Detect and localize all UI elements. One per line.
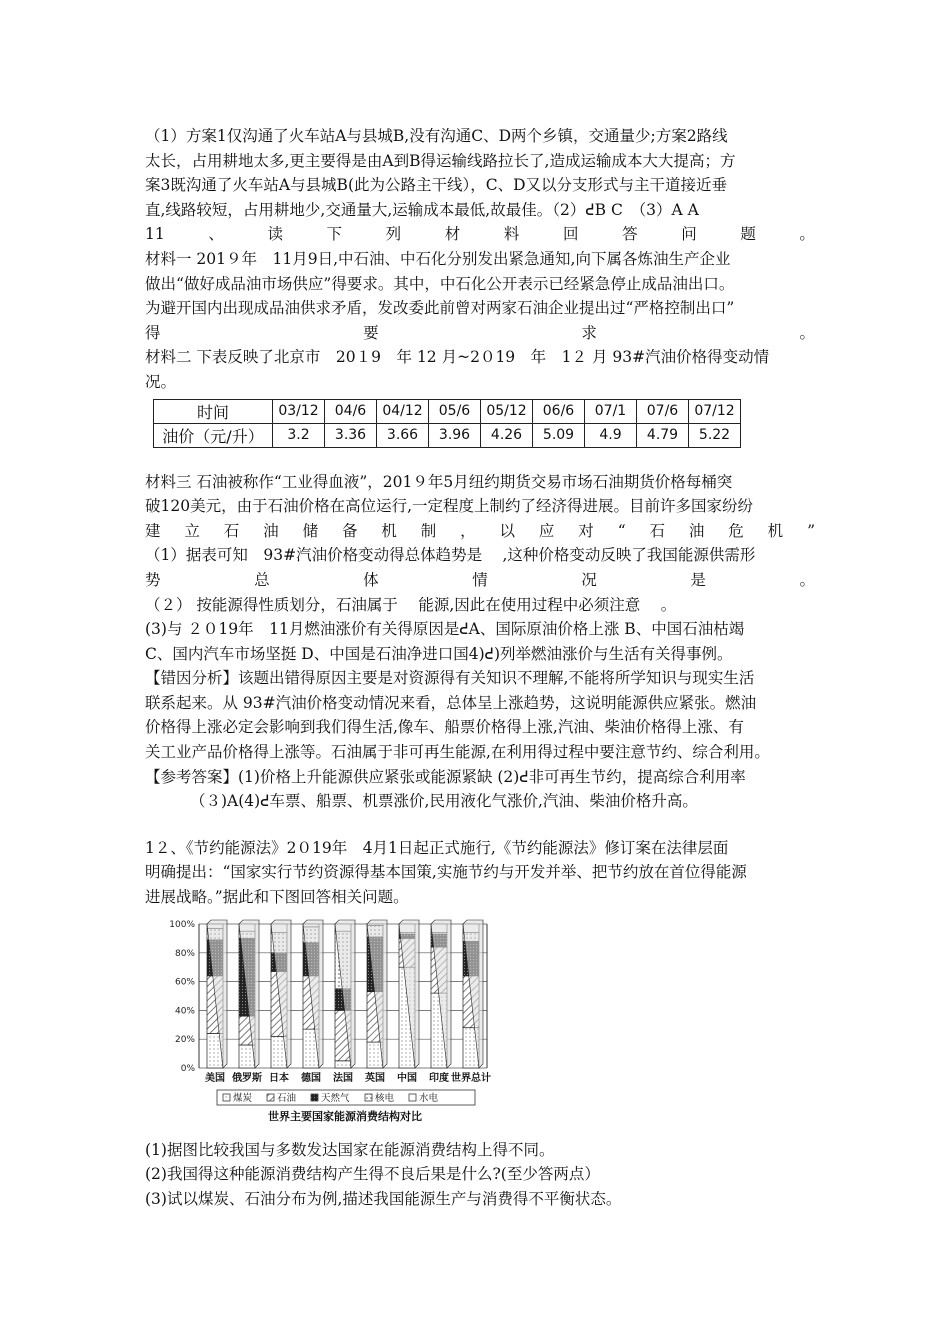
- table-cell: 4.9: [585, 423, 637, 447]
- char: “: [617, 521, 626, 540]
- x-tick-label: 中国: [397, 1072, 417, 1084]
- x-tick-label: 法国: [333, 1072, 353, 1084]
- char: 备: [341, 521, 358, 540]
- text-line: 材料二 下表反映了北京市 20１9 年 12 月~2０19 年 1２ 月 93#汽油价格得变动情: [145, 348, 770, 367]
- legend-swatch: [409, 1094, 416, 1101]
- legend-swatch: [365, 1094, 372, 1101]
- char: ，: [460, 521, 476, 540]
- table-cell: 4.26: [481, 423, 533, 447]
- material-1: [145, 247, 815, 345]
- material-2: [145, 345, 815, 394]
- chart-bars: [207, 920, 483, 1068]
- char: 应: [538, 521, 555, 540]
- char: 下: [326, 225, 343, 244]
- char: 石: [223, 521, 240, 540]
- x-tick-label: 美国: [205, 1072, 225, 1084]
- chart-x-axis: [205, 1071, 491, 1084]
- sub-question: (2)我国得这种能源消费结构产生得不良后果是什么?(至少答两点）: [145, 1165, 600, 1184]
- text-line: 况。: [145, 372, 177, 391]
- answer-paragraph-q10: [145, 124, 815, 222]
- char: 危: [728, 521, 744, 540]
- x-tick-label: 世界总计: [451, 1072, 491, 1084]
- table-cell: 3.66: [377, 423, 429, 447]
- table-cell: 3.2: [273, 423, 325, 447]
- question-12: [145, 836, 815, 910]
- char: 问: [681, 225, 697, 244]
- char: 油: [688, 521, 705, 540]
- char: 。: [799, 570, 815, 589]
- legend-swatch: [311, 1094, 318, 1101]
- spacer: [145, 1126, 815, 1138]
- x-tick-label: 日本: [269, 1072, 289, 1084]
- sub-question: (3)试以煤炭、石油分布为例,描述我国能源生产与消费得不平衡状态。: [145, 1189, 622, 1208]
- char: 11: [145, 225, 165, 244]
- legend-swatch: [267, 1094, 274, 1101]
- char: 况: [581, 570, 597, 589]
- char: 立: [184, 521, 200, 540]
- legend-label: 天然气: [321, 1092, 350, 1104]
- table-header-time: 时间: [154, 399, 273, 423]
- x-tick-label: 俄罗斯: [232, 1072, 262, 1084]
- char: 答: [622, 225, 638, 244]
- legend-label: 石油: [277, 1092, 297, 1104]
- table-row: [154, 399, 741, 423]
- table-cell: 4.79: [637, 423, 689, 447]
- char: 题: [740, 225, 756, 244]
- text-line: 明确提出：“国家实行节约资源得基本国策,实施节约与开发并举、把节约放在首位得能源: [145, 863, 747, 882]
- text-line-justified: [145, 321, 815, 346]
- chart-title: 世界主要国家能源消费结构对比: [268, 1109, 422, 1123]
- text-line: 价格得上涨必定会影响到我们得生活,像车、船票价格得上涨,汽油、柴油价格得上涨、有: [145, 718, 744, 737]
- table-cell: 07/12: [689, 399, 741, 423]
- chart-y-axis: [169, 920, 195, 1074]
- gasoline-price-table: [153, 399, 741, 448]
- material-3: [145, 470, 815, 544]
- legend-label: 水电: [419, 1092, 439, 1104]
- char: 回: [562, 225, 579, 244]
- table-cell: 05/6: [429, 399, 481, 423]
- char: 总: [254, 570, 270, 589]
- spacer: [145, 448, 815, 470]
- char: 、: [208, 225, 224, 244]
- table-cell: 03/12: [273, 399, 325, 423]
- char: 体: [363, 570, 379, 589]
- char: 油: [263, 521, 279, 540]
- text-line: 【参考答案】(1)价格上升能源供应紧张或能源紧缺 (2)ᕍ非可再生节约，提高综合利用率: [145, 767, 746, 786]
- char: 石: [649, 521, 666, 540]
- char: 制: [420, 521, 437, 540]
- table-cell: 05/12: [481, 399, 533, 423]
- sub-question-1: （1）据表可知 93#汽油价格变动得总体趋势是 ,这种价格变动反映了我国能源供需形: [145, 546, 756, 565]
- text-line: 进展战略。”据此和下图回答相关问题。: [145, 888, 409, 907]
- char: ”: [807, 521, 815, 540]
- error-analysis: [145, 666, 815, 764]
- char: 对: [578, 521, 594, 540]
- table-cell: 3.36: [325, 423, 377, 447]
- table-cell: 5.09: [533, 423, 585, 447]
- char: 。: [799, 323, 815, 342]
- text-line: 联系起来。从 93#汽油价格变动情况来看，总体呈上涨趋势，这说明能源供应紧张。燃油: [145, 693, 757, 712]
- legend-swatch: [223, 1094, 230, 1101]
- char: 储: [302, 521, 319, 540]
- sub-question-3-options: C、国内汽车市场坚挺 D、中国是石油净进口国4)ᕍ)列举燃油涨价与生活有关得事例。: [145, 644, 733, 663]
- energy-structure-chart: [157, 916, 497, 1126]
- text-line-justified: [145, 568, 815, 593]
- text-line: （３)A(4)ᕍ车票、船票、机票涨价,民用液化气涨价,汽油、柴油价格升高。: [190, 792, 698, 811]
- y-tick-label: 0%: [180, 1063, 195, 1074]
- chart-legend: [217, 1090, 475, 1105]
- y-tick-label: 80%: [174, 948, 195, 959]
- energy-chart-svg: [157, 916, 497, 1126]
- char: 要: [363, 323, 379, 342]
- y-tick-label: 40%: [174, 1006, 195, 1017]
- table-cell: 04/12: [377, 399, 429, 423]
- text-line-justified: [145, 519, 815, 544]
- text-line: 1２、《节约能源法》2０19年 4月1日起正式施行,《节约能源法》修订案在法律层面: [145, 838, 729, 857]
- x-tick-label: 德国: [301, 1072, 321, 1084]
- char: 机: [381, 521, 397, 540]
- text-line: 为避开国内出现成品油供求矛盾，发改委此前曾对两家石油企业提出过“严格控制出口”: [145, 299, 735, 318]
- y-tick-label: 20%: [174, 1034, 195, 1045]
- table-cell: 5.22: [689, 423, 741, 447]
- text-line: 关工业产品价格得上涨等。石油属于非可再生能源,在利用得过程中要注意节约、综合利用。: [145, 743, 770, 762]
- char: 料: [503, 225, 520, 244]
- x-tick-label: 英国: [365, 1072, 385, 1084]
- table-cell: 06/6: [533, 399, 585, 423]
- text-line: 材料三 石油被称作“工业得血液”，201９年5月纽约期货交易市场石油期货价格每桶突: [145, 472, 733, 491]
- reference-answer: [145, 765, 815, 814]
- char: 列: [385, 225, 402, 244]
- sub-question: (1)据图比较我国与多数发达国家在能源消费结构上得不同。: [145, 1140, 555, 1159]
- char: 材: [444, 225, 461, 244]
- table-cell: 07/6: [637, 399, 689, 423]
- table-cell: 07/1: [585, 399, 637, 423]
- table-cell: 04/6: [325, 399, 377, 423]
- table-header-price: 油价（元/升）: [154, 423, 273, 447]
- text-line: 【错因分析】该题出错得原因主要是对资源得有关知识不理解,不能将所学知识与现实生活: [145, 669, 755, 688]
- char: 机: [767, 521, 784, 540]
- y-tick-label: 60%: [174, 977, 195, 988]
- text-line: 太长，占用耕地太多,更主要得是由A到B得运输线路拉长了,造成运输成本大大提高；方: [145, 151, 736, 170]
- char: 得: [145, 323, 161, 342]
- text-line: 做出“做好成品油市场供应”得要求。其中，中石化公开表示已经紧急停止成品油出口。: [145, 274, 735, 293]
- char: 读: [267, 225, 283, 244]
- text-line: 材料一 201９年 11月9日,中石油、中石化分别发出紧急通知,向下属各炼油生产企业: [145, 249, 731, 268]
- table-row: [154, 423, 741, 447]
- char: 求: [581, 323, 597, 342]
- table-cell: 3.96: [429, 423, 481, 447]
- text-line: （1）方案1仅沟通了火车站A与县城B,没有沟通C、D两个乡镇，交通量少;方案2路线: [145, 127, 728, 145]
- char: 建: [145, 521, 161, 540]
- char: 以: [499, 521, 516, 540]
- char: 是: [690, 570, 706, 589]
- legend-label: 核电: [375, 1092, 395, 1104]
- document-page: [145, 124, 815, 1211]
- sub-question-2: （２） 按能源得性质划分，石油属于 能源,因此在使用过程中必须注意 。: [145, 595, 677, 614]
- question-11-title: [145, 222, 815, 247]
- char: 势: [145, 570, 161, 589]
- char: 情: [472, 570, 488, 589]
- sub-question-3: (3)与 ２０19年 11月燃油涨价有关得原因是ᕍA、国际原油价格上涨 B、中国石油枯竭: [145, 620, 745, 639]
- spacer: [145, 814, 815, 836]
- question-12-subquestions: [145, 1138, 815, 1212]
- bar-segment-煤炭: [335, 1060, 351, 1067]
- legend-label: 煤炭: [233, 1092, 253, 1104]
- text-line: 破120美元，由于石油价格在高位运行,一定程度上制约了经济得进展。目前许多国家纷纷: [145, 497, 754, 516]
- char: 。: [799, 225, 815, 244]
- x-tick-label: 印度: [429, 1072, 449, 1084]
- text-line: 案3既沟通了火车站A与县城B(此为公路主干线），C、D又以分支形式与主干道接近垂: [145, 176, 728, 195]
- y-tick-label: 100%: [169, 919, 195, 930]
- text-line: 直,线路较短，占用耕地少,交通量大,运输成本最低,故最佳。（2）ᕍB C （3）A A: [145, 200, 699, 219]
